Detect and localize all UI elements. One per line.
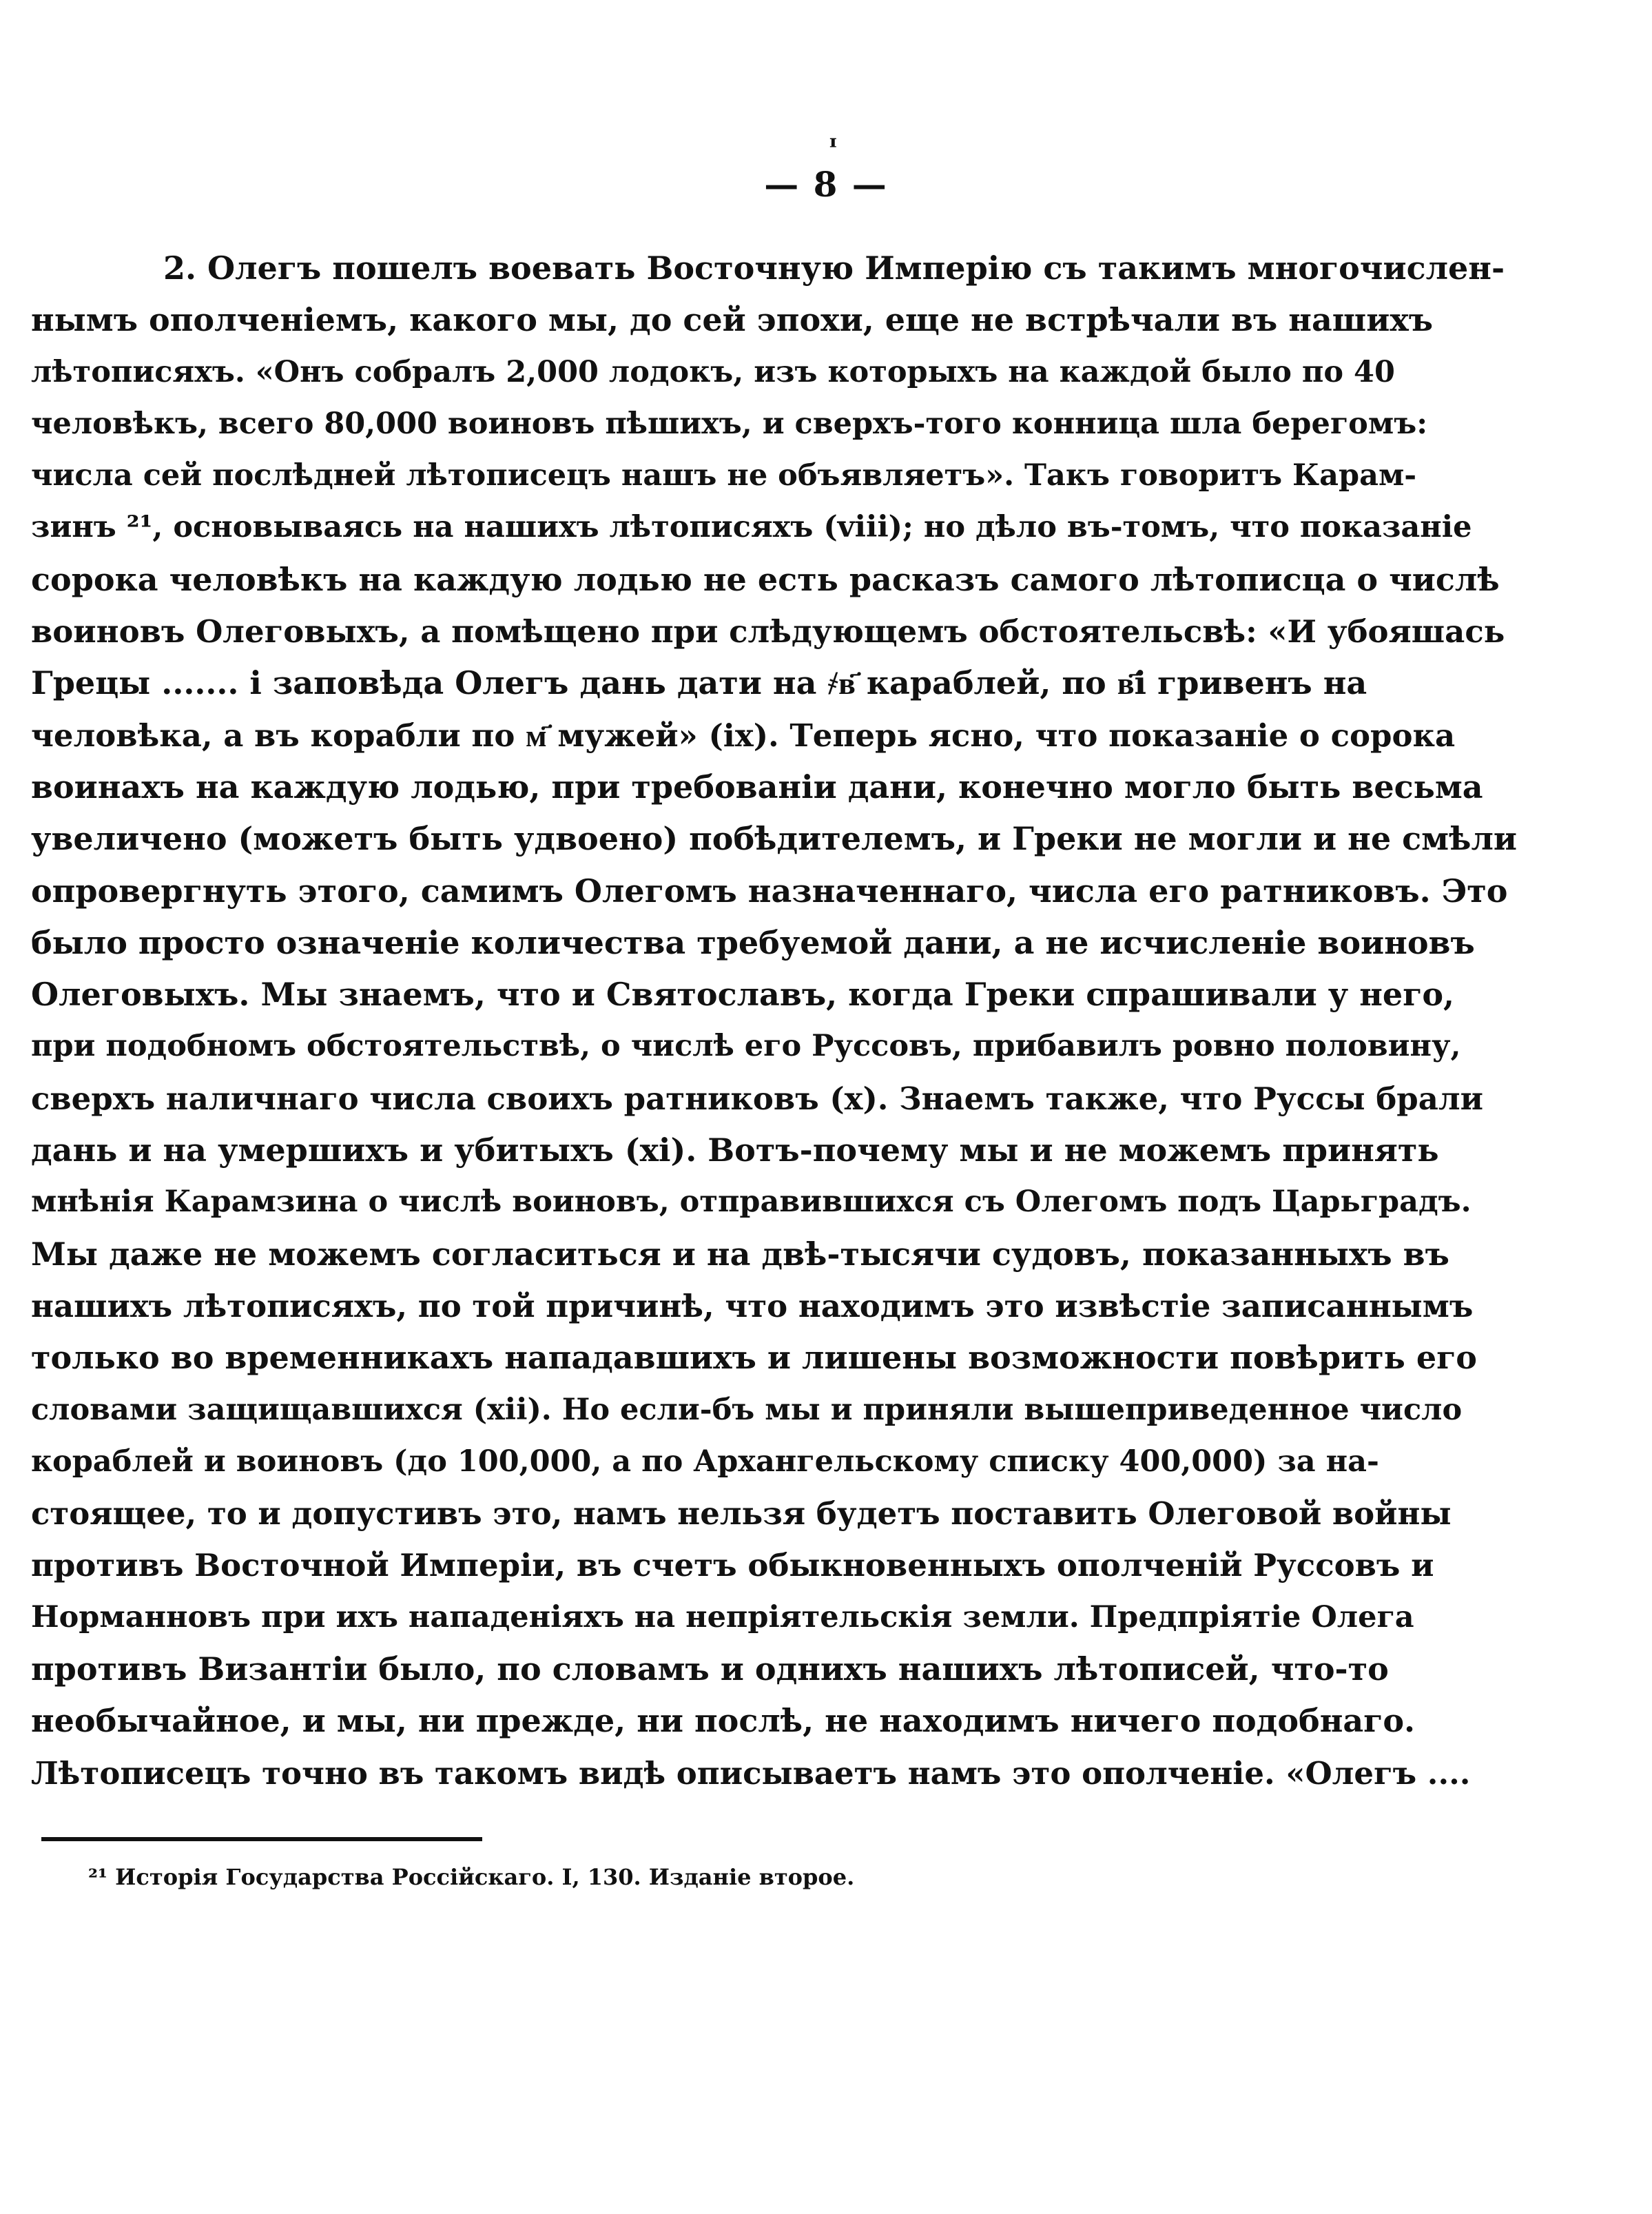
text-line: необычайное, и мы, ни прежде, ни послѣ, не находимъ ничего подобнаго. bbox=[31, 1702, 1416, 1740]
text-line: Норманновъ при ихъ нападеніяхъ на непріятельскія земли. Предпріятіе Олега bbox=[31, 1599, 1414, 1634]
text-line: увеличено (можетъ быть удвоено) побѣдителемъ, и Греки не могли и не смѣли bbox=[31, 820, 1517, 858]
text-line: воинахъ на каждую лодью, при требованіи дани, конечно могло быть весьма bbox=[31, 768, 1483, 806]
text-line: опровергнуть этого, самимъ Олегомъ назначеннаго, числа его ратниковъ. Это bbox=[31, 872, 1508, 910]
footnote: ²¹ Исторія Государства Россійскаго. I, 130. Изданіе второе. bbox=[88, 1864, 855, 1890]
text-line: человѣка, а въ корабли по м҃ мужей» (ix). Теперь ясно, что показаніе о сорока bbox=[31, 717, 1456, 754]
text-line: при подобномъ обстоятельствѣ, о числѣ его Руссовъ, прибавилъ ровно половину, bbox=[31, 1029, 1461, 1064]
text-line: зинъ ²¹, основываясь на нашихъ лѣтописяхъ (viii); но дѣло въ-томъ, что показаніе bbox=[31, 510, 1472, 545]
text-line: воиновъ Олеговыхъ, а помѣщено при слѣдующемъ обстоятельсвѣ: «И убояшась bbox=[31, 613, 1505, 650]
footnote-rule bbox=[41, 1837, 482, 1841]
margin-mark: ᶦ bbox=[829, 130, 838, 165]
text-line: кораблей и воиновъ (до 100,000, а по Архангельскому списку 400,000) за на- bbox=[31, 1444, 1379, 1479]
text-line: было просто означеніе количества требуемой дани, а не исчисленіе воиновъ bbox=[31, 923, 1475, 961]
body-text bbox=[31, 243, 1517, 1799]
text-line: человѣкъ, всего 80,000 воиновъ пѣшихъ, и сверхъ-того конница шла берегомъ: bbox=[31, 406, 1428, 441]
page-number: — 8 — bbox=[764, 164, 888, 205]
text-line: Олеговыхъ. Мы знаемъ, что и Святославъ, когда Греки спрашивали у него, bbox=[31, 976, 1455, 1014]
text-line: дань и на умершихъ и убитыхъ (xi). Вотъ-почему мы и не можемъ принять bbox=[31, 1131, 1439, 1169]
text-line: сорока человѣкъ на каждую лодью не есть расказъ самого лѣтописца о числѣ bbox=[31, 560, 1500, 598]
text-line: противъ Византіи было, по словамъ и однихъ нашихъ лѣтописей, что-то bbox=[31, 1650, 1389, 1688]
text-line: мнѣнія Карамзина о числѣ воиновъ, отправившихся съ Олегомъ подъ Царьградъ. bbox=[31, 1185, 1472, 1220]
text-line: лѣтописяхъ. «Онъ собралъ 2,000 лодокъ, изъ которыхъ на каждой было по 40 bbox=[31, 354, 1395, 389]
text-line: только во временникахъ нападавшихъ и лишены возможности повѣрить его bbox=[31, 1339, 1477, 1377]
text-line: Мы даже не можемъ согласиться и на двѣ-тысячи судовъ, показанныхъ въ bbox=[31, 1235, 1449, 1273]
text-line: словами защищавшихся (xii). Но если-бъ мы и приняли вышеприведенное число bbox=[31, 1392, 1463, 1427]
text-line: сверхъ наличнаго числа своихъ ратниковъ (x). Знаемъ также, что Руссы брали bbox=[31, 1080, 1483, 1117]
text-line: 2. Олегъ пошелъ воевать Восточную Имперію съ такимъ многочислен- bbox=[163, 249, 1505, 287]
text-line: Грецы ....... і заповѣда Олегъ дань дати на ҂в҃ караблей, по в҃і гривенъ на bbox=[31, 664, 1367, 702]
text-line: Лѣтописецъ точно въ такомъ видѣ описываетъ намъ это ополченіе. «Олегъ .... bbox=[31, 1754, 1471, 1792]
text-line: стоящее, то и допустивъ это, намъ нельзя будетъ поставить Олеговой войны bbox=[31, 1495, 1452, 1533]
text-line: нымъ ополченіемъ, какого мы, до сей эпохи, еще не встрѣчали въ нашихъ bbox=[31, 301, 1434, 339]
text-line: числа сей послѣдней лѣтописецъ нашъ не объявляетъ». Такъ говоритъ Карам- bbox=[31, 458, 1417, 493]
text-line: нашихъ лѣтописяхъ, по той причинѣ, что находимъ это извѣстіе записаннымъ bbox=[31, 1287, 1474, 1324]
text-line: противъ Восточной Имперіи, въ счетъ обыкновенныхъ ополченій Руссовъ и bbox=[31, 1547, 1434, 1584]
